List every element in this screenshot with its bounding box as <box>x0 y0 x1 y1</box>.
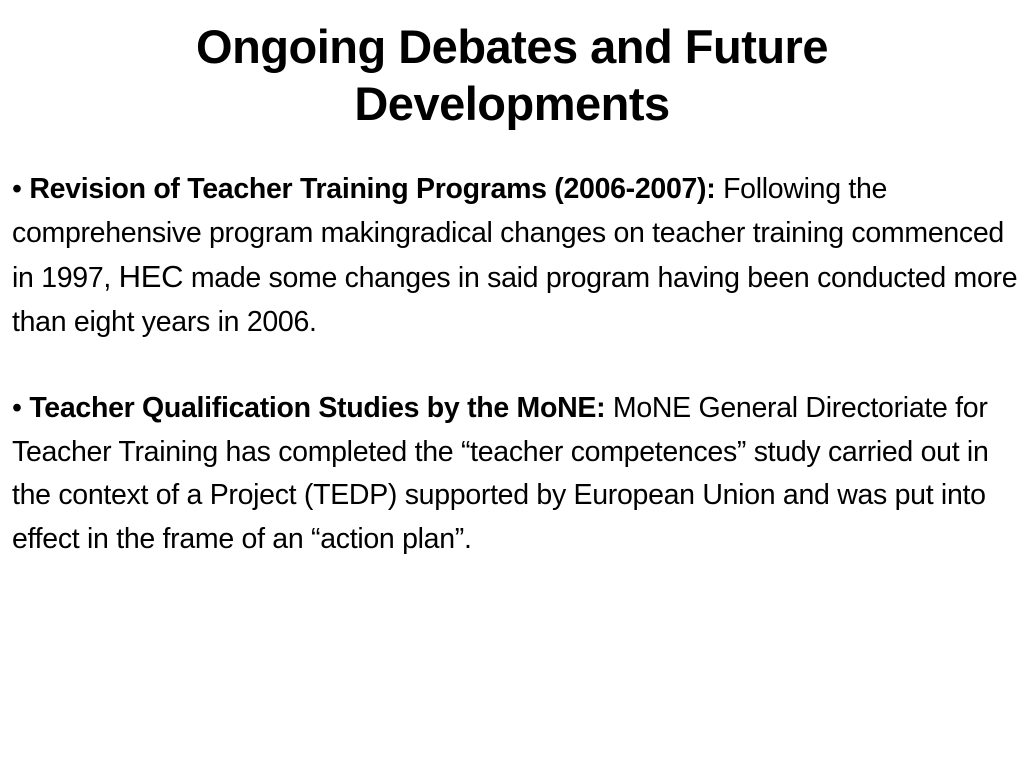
slide-title: Ongoing Debates and Future Developments <box>196 20 828 130</box>
bullet-icon: • <box>12 173 22 205</box>
bullet-icon: • <box>12 392 22 424</box>
bullet-text: MoNE General Directoriate for Teacher Training has completed the “teacher competences” study carried out in the context of a Project (TEDP) supported by European Union and was put into effect in the frame of an “action plan”. <box>12 392 989 555</box>
bullet-text: Following the comprehensive program makingradical changes on teacher training commenced in 1997, <box>12 173 1004 294</box>
hec-highlight: HEC <box>118 259 184 294</box>
bullet-item-teacher-qualification <box>12 387 1018 561</box>
bullet-list <box>12 168 1018 561</box>
bullet-heading: Revision of Teacher Training Programs (2006-2007): <box>29 173 716 205</box>
bullet-item-teacher-training-revision <box>12 168 1018 344</box>
bullet-text: made some changes in said program having been conducted more than eight years in 2006. <box>12 262 1018 338</box>
bullet-heading: Teacher Qualification Studies by the MoNE: <box>29 392 606 424</box>
